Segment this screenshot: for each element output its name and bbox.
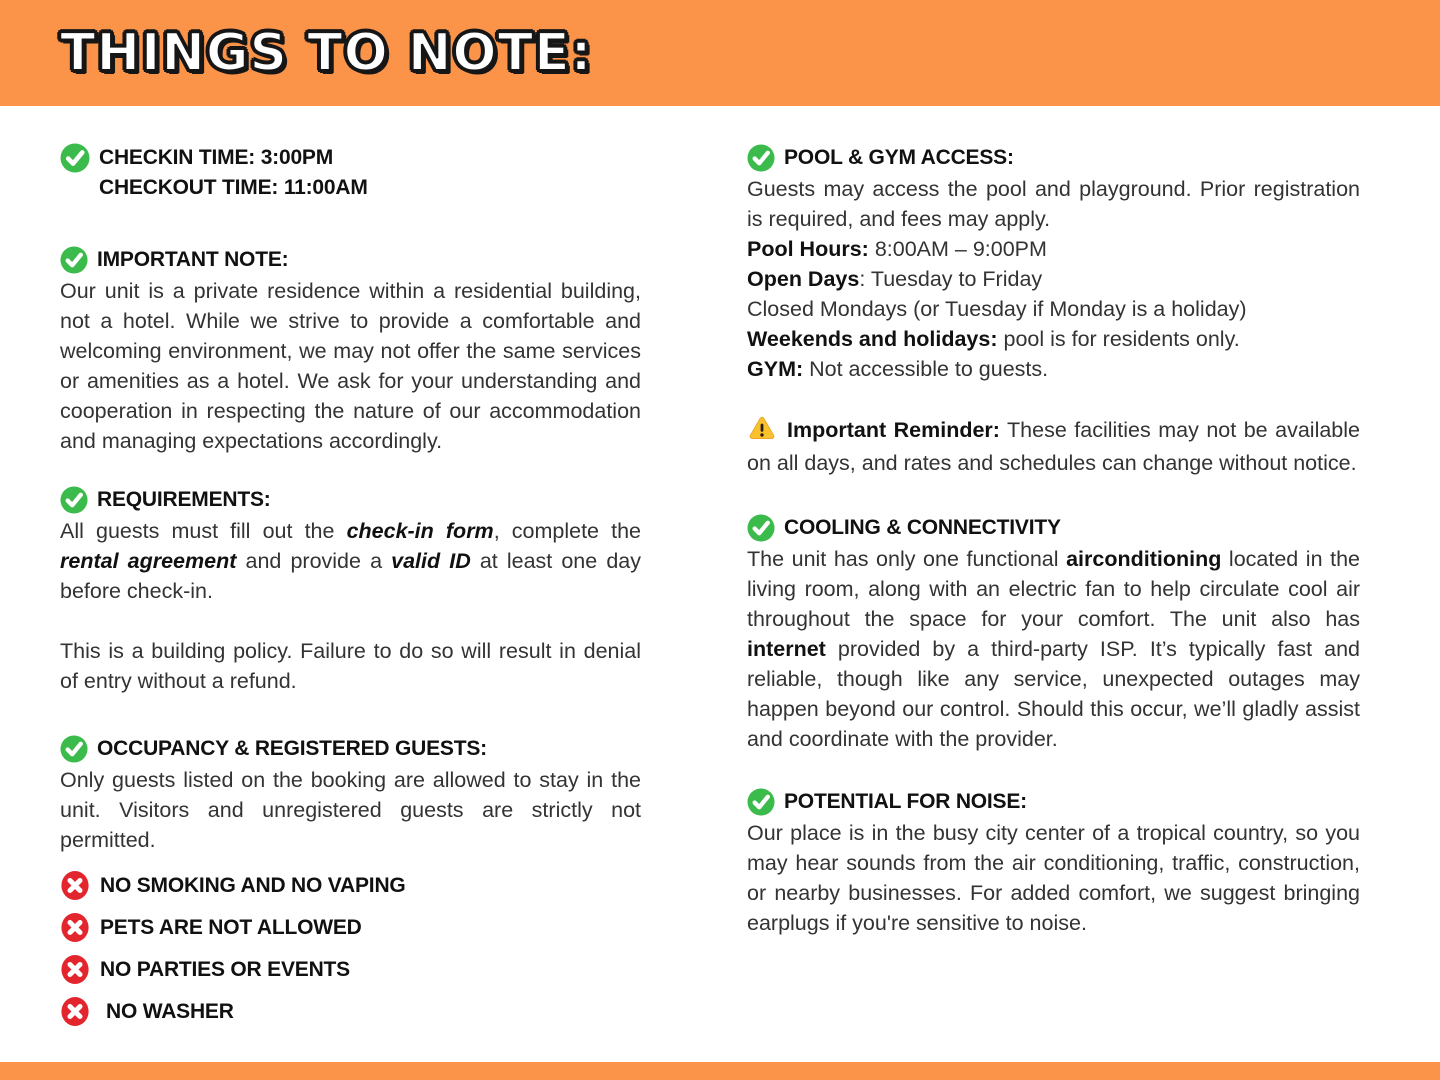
right-column bbox=[747, 143, 1360, 1038]
rule-label: NO SMOKING AND NO VAPING bbox=[100, 873, 406, 897]
gym-line: GYM: Not accessible to guests. bbox=[747, 357, 1049, 381]
occupancy-body: Only guests listed on the booking are allowed to stay in the unit. Visitors and unregistered guests are strictly not permitted. bbox=[60, 768, 641, 852]
check-icon bbox=[747, 144, 775, 172]
check-icon bbox=[747, 788, 775, 816]
cooling-body: The unit has only one functional airconditioning located in the living room, along with an electric fan to help circulate cool air throughout the space for your comfort. The unit also has internet provided by a third-party ISP. It’s typically fast and reliable, though like any service, unexpected outages may happen beyond our control. Should this occur, we’ll gladly assist and coordinate with the provider. bbox=[747, 547, 1360, 751]
check-icon bbox=[60, 246, 88, 274]
important-reminder-para bbox=[747, 415, 1360, 478]
pool-gym-heading: POOL & GYM ACCESS: bbox=[784, 146, 1014, 169]
page-title: THINGS TO NOTE: bbox=[60, 23, 593, 83]
header-bar bbox=[0, 0, 1440, 106]
rule-label: NO PARTIES OR EVENTS bbox=[100, 957, 350, 981]
closed-mondays-line: Closed Mondays (or Tuesday if Monday is a holiday) bbox=[747, 297, 1247, 321]
rule-label: PETS ARE NOT ALLOWED bbox=[100, 915, 362, 939]
rule-no-smoking bbox=[60, 870, 641, 901]
noise-body: Our place is in the busy city center of a tropical country, so you may hear sounds from the air conditioning, traffic, construction, or nearby businesses. For added comfort, we suggest bringing earplugs if you're sensitive to noise. bbox=[747, 821, 1360, 935]
warning-icon bbox=[747, 415, 777, 448]
cooling-heading: COOLING & CONNECTIVITY bbox=[784, 516, 1061, 539]
requirements-para2: This is a building policy. Failure to do so will result in denial of entry without a refund. bbox=[60, 639, 641, 693]
checkin-times-text bbox=[99, 143, 368, 203]
check-icon bbox=[747, 514, 775, 542]
section-cooling-connectivity bbox=[747, 513, 1360, 754]
rule-no-pets bbox=[60, 912, 641, 943]
check-icon bbox=[60, 735, 88, 763]
important-note-body: Our unit is a private residence within a residential building, not a hotel. While we strive to provide a comfortable and welcoming environment, we may not offer the same services or amenities as a hotel. We ask for your understanding and cooperation in respecting the nature of our accommodation and managing expectations accordingly. bbox=[60, 279, 641, 453]
cross-icon bbox=[60, 996, 90, 1027]
section-pool-gym bbox=[747, 143, 1360, 384]
requirements-heading: REQUIREMENTS: bbox=[97, 488, 271, 511]
footer-bar bbox=[0, 1062, 1440, 1080]
important-reminder-text: Important Reminder: These facilities may not be available on all days, and rates and schedules can change without notice. bbox=[747, 418, 1360, 475]
cross-icon bbox=[60, 912, 90, 943]
cross-icon bbox=[60, 954, 90, 985]
rule-label: NO WASHER bbox=[106, 999, 234, 1023]
weekends-line: Weekends and holidays: pool is for residents only. bbox=[747, 327, 1240, 351]
section-important-note bbox=[60, 245, 641, 456]
left-column bbox=[60, 143, 641, 1038]
checkin-time: CHECKIN TIME: 3:00PM bbox=[99, 146, 334, 169]
pool-gym-details bbox=[747, 234, 1360, 384]
cross-icon bbox=[60, 870, 90, 901]
check-icon bbox=[60, 486, 88, 514]
section-checkin-times bbox=[60, 143, 641, 203]
occupancy-heading: OCCUPANCY & REGISTERED GUESTS: bbox=[97, 737, 487, 760]
open-days-line: Open Days: Tuesday to Friday bbox=[747, 267, 1043, 291]
rule-no-parties bbox=[60, 954, 641, 985]
requirements-para1: All guests must fill out the check-in form, complete the rental agreement and provide a valid ID at least one day before check-in. bbox=[60, 519, 642, 603]
check-icon bbox=[60, 143, 90, 203]
section-noise bbox=[747, 787, 1360, 938]
checkout-time: CHECKOUT TIME: 11:00AM bbox=[99, 176, 368, 199]
noise-heading: POTENTIAL FOR NOISE: bbox=[784, 790, 1027, 813]
pool-gym-intro: Guests may access the pool and playground. Prior registration is required, and fees may apply. bbox=[747, 177, 1360, 231]
important-note-heading: IMPORTANT NOTE: bbox=[97, 248, 289, 271]
section-occupancy bbox=[60, 734, 641, 855]
rule-no-washer bbox=[60, 996, 641, 1027]
section-important-reminder bbox=[747, 415, 1360, 478]
section-requirements bbox=[60, 485, 641, 696]
house-rules-list bbox=[60, 870, 641, 1027]
pool-hours-line: Pool Hours: 8:00AM – 9:00PM bbox=[747, 237, 1047, 261]
content bbox=[0, 106, 1440, 1038]
